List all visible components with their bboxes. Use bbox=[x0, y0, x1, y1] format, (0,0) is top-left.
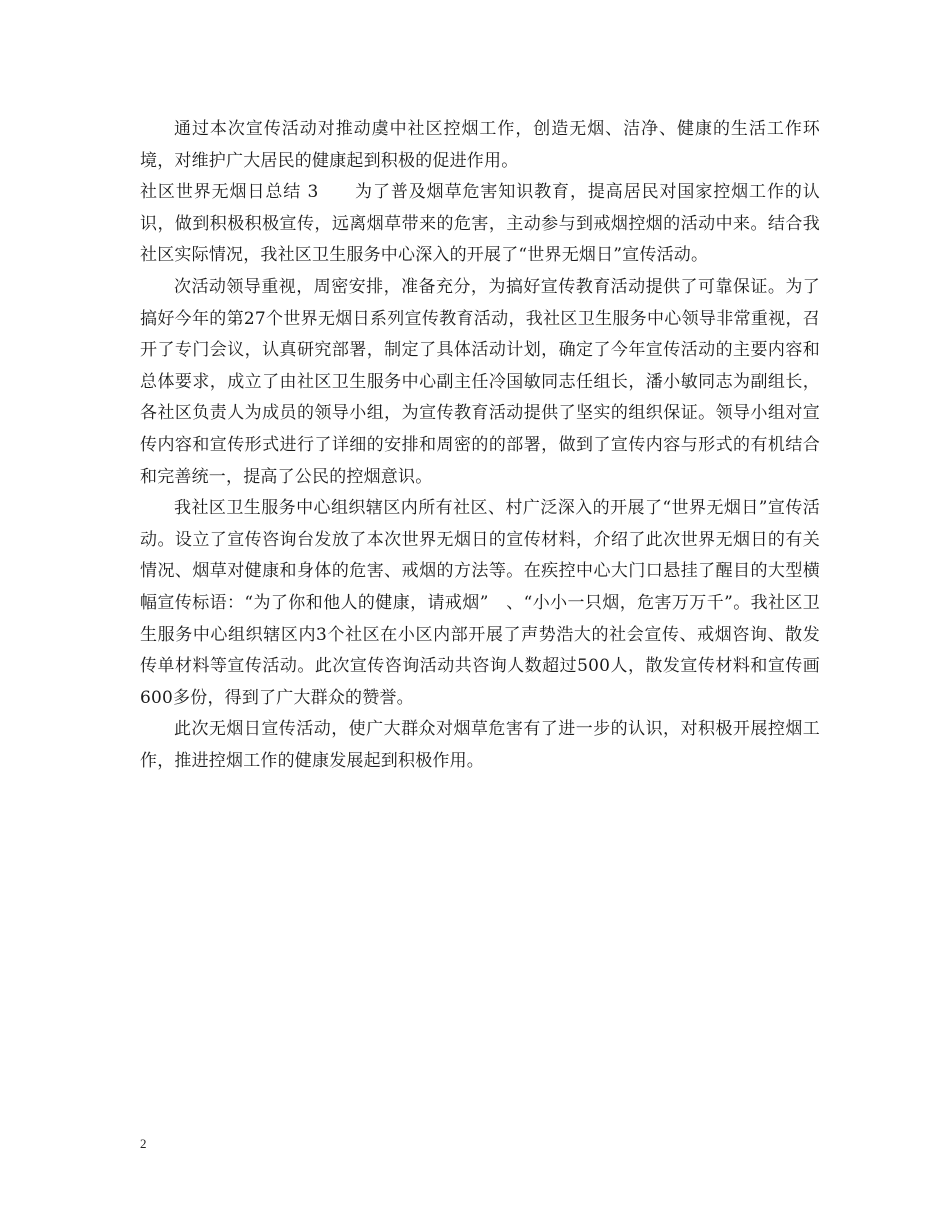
paragraph-2: 社区世界无烟日总结 3 为了普及烟草危害知识教育，提高居民对国家控烟工作的认识，做到积极积极宣传，远离烟草带来的危害，主动参与到戒烟控烟的活动中来。结合我社区实际情况，我社区卫生服务中心深入的开展了“世界无烟日”宣传活动。 bbox=[140, 182, 820, 266]
document-body bbox=[140, 114, 820, 777]
paragraph-3: 次活动领导重视，周密安排，准备充分，为搞好宣传教育活动提供了可靠保证。为了搞好今年的第27个世界无烟日系列宣传教育活动，我社区卫生服务中心领导非常重视，召开了专门会议，认真研究部署，制定了具体活动计划，确定了今年宣传活动的主要内容和总体要求，成立了由社区卫生服务中心副主任冷国敏同志任组长，潘小敏同志为副组长，各社区负责人为成员的领导小组，为宣传教育活动提供了坚实的组织保证。领导小组对宣传内容和宣传形式进行了详细的安排和周密的的部署，做到了宣传内容与形式的有机结合和完善统一，提高了公民的控烟意识。 bbox=[140, 276, 820, 487]
page-number: 2 bbox=[140, 1136, 147, 1151]
paragraph-4: 我社区卫生服务中心组织辖区内所有社区、村广泛深入的开展了“世界无烟日”宣传活动。设立了宣传咨询台发放了本次世界无烟日的宣传材料，介绍了此次世界无烟日的有关情况、烟草对健康和身体的危害、戒烟的方法等。在疾控中心大门口悬挂了醒目的大型横幅宣传标语：“为了你和他人的健康，请戒烟” 、“小小一只烟，危害万万千”。我社区卫生服务中心组织辖区内3个社区在小区内部开展了声势浩大的社会宣传、戒烟咨询、散发传单材料等宣传活动。此次宣传咨询活动共咨询人数超过500人，散发宣传材料和宣传画600多份，得到了广大群众的赞誉。 bbox=[140, 498, 820, 708]
paragraph-5: 此次无烟日宣传活动，使广大群众对烟草危害有了进一步的认识，对积极开展控烟工作，推进控烟工作的健康发展起到积极作用。 bbox=[140, 719, 820, 771]
paragraph-1: 通过本次宣传活动对推动虞中社区控烟工作，创造无烟、洁净、健康的生活工作环境，对维护广大居民的健康起到积极的促进作用。 bbox=[140, 119, 820, 171]
